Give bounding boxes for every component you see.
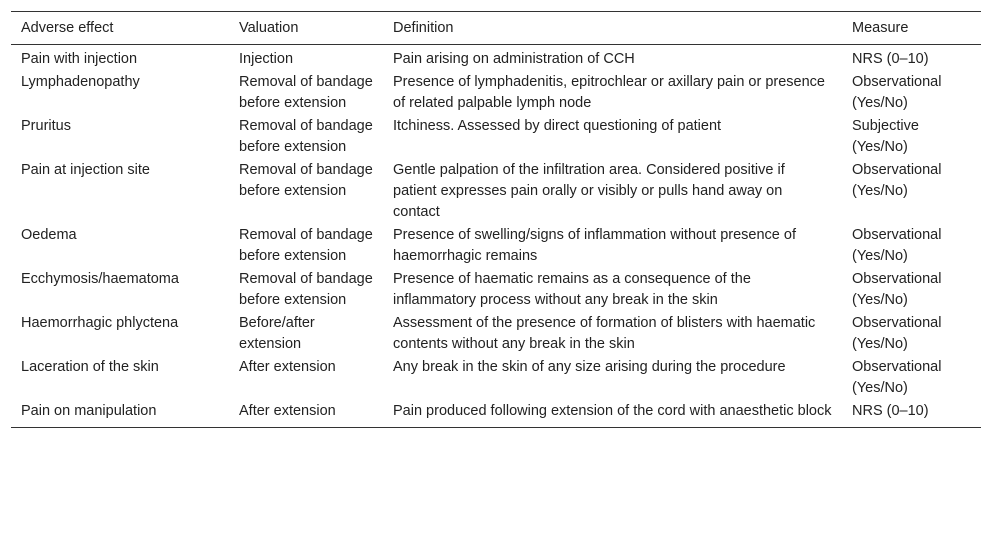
- cell-valuation: Before/after extension: [239, 315, 315, 352]
- cell-definition: Assessment of the presence of formation of blisters with haematic contents without any break in the skin: [393, 315, 816, 352]
- cell-adverse-effect: Pruritus: [21, 118, 71, 134]
- cell-adverse-effect: Ecchymosis/haematoma: [21, 271, 179, 287]
- cell-valuation: Removal of bandage before extension: [239, 118, 373, 155]
- adverse-effects-table-container: [11, 11, 981, 428]
- table-row: [11, 160, 981, 225]
- cell-measure: NRS (0–10): [852, 51, 929, 67]
- cell-measure: Observational (Yes/No): [852, 359, 942, 396]
- cell-valuation: Removal of bandage before extension: [239, 74, 373, 111]
- cell-definition: Gentle palpation of the infiltration area. Considered positive if patient expresses pain orally or visibly or pulls hand away on contact: [393, 162, 785, 220]
- header-definition: Definition: [393, 20, 454, 36]
- cell-valuation: Removal of bandage before extension: [239, 227, 373, 264]
- table-row: [11, 269, 981, 313]
- table-row: [11, 357, 981, 401]
- cell-valuation: After extension: [239, 403, 336, 419]
- cell-measure: Observational (Yes/No): [852, 162, 942, 199]
- cell-definition: Presence of swelling/signs of inflammation without presence of haemorrhagic remains: [393, 227, 796, 264]
- header-valuation: Valuation: [239, 20, 299, 36]
- table-row: [11, 72, 981, 116]
- cell-measure: NRS (0–10): [852, 403, 929, 419]
- table-row: [11, 116, 981, 160]
- cell-measure: Subjective (Yes/No): [852, 118, 919, 155]
- cell-definition: Presence of lymphadenitis, epitrochlear or axillary pain or presence of related palpable lymph node: [393, 74, 825, 111]
- cell-definition: Pain arising on administration of CCH: [393, 51, 635, 67]
- cell-adverse-effect: Laceration of the skin: [21, 359, 159, 375]
- cell-definition: Any break in the skin of any size arising during the procedure: [393, 359, 786, 375]
- table-row: [11, 313, 981, 357]
- cell-measure: Observational (Yes/No): [852, 315, 942, 352]
- cell-definition: Presence of haematic remains as a consequence of the inflammatory process without any break in the skin: [393, 271, 751, 308]
- table-body: [11, 45, 981, 428]
- cell-valuation: Removal of bandage before extension: [239, 271, 373, 308]
- cell-measure: Observational (Yes/No): [852, 271, 942, 308]
- header-measure: Measure: [852, 20, 909, 36]
- table-row: [11, 225, 981, 269]
- table-header: [11, 12, 981, 45]
- header-row: [11, 12, 981, 45]
- cell-definition: Pain produced following extension of the cord with anaesthetic block: [393, 403, 832, 419]
- header-adverse-effect: Adverse effect: [21, 20, 114, 36]
- cell-adverse-effect: Pain at injection site: [21, 162, 150, 178]
- cell-measure: Observational (Yes/No): [852, 74, 942, 111]
- cell-adverse-effect: Oedema: [21, 227, 77, 243]
- cell-valuation: Injection: [239, 51, 294, 67]
- cell-adverse-effect: Haemorrhagic phlyctena: [21, 315, 179, 331]
- table-row: [11, 401, 981, 428]
- cell-measure: Observational (Yes/No): [852, 227, 942, 264]
- cell-adverse-effect: Pain with injection: [21, 51, 138, 67]
- cell-definition: Itchiness. Assessed by direct questioning of patient: [393, 118, 722, 134]
- cell-adverse-effect: Pain on manipulation: [21, 403, 157, 419]
- cell-adverse-effect: Lymphadenopathy: [21, 74, 140, 90]
- cell-valuation: Removal of bandage before extension: [239, 162, 373, 199]
- cell-valuation: After extension: [239, 359, 336, 375]
- table-row: [11, 45, 981, 73]
- adverse-effects-table: [11, 11, 981, 428]
